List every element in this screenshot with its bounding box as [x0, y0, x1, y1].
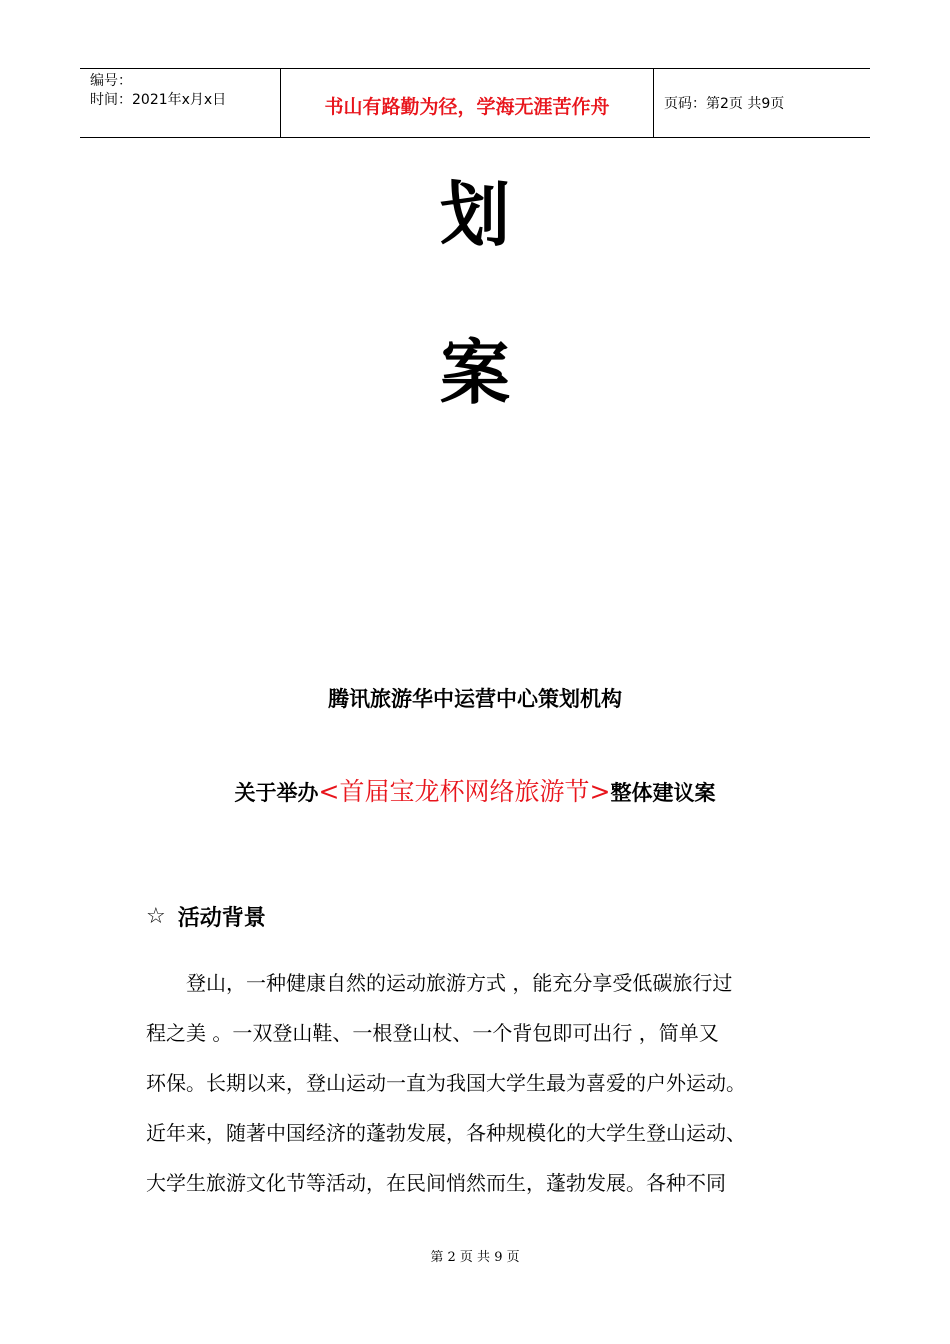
page-number-label: 页码：第2页 共9页	[664, 96, 785, 112]
paragraph-line: 大学生旅游文化节等活动，在民间悄然而生，蓬勃发展。各种不同	[146, 1171, 726, 1195]
document-code-label: 编号：	[90, 73, 132, 89]
section-heading	[146, 901, 266, 932]
paragraph-line: 登山，一种健康自然的运动旅游方式 ，能充分享受低碳旅行过	[146, 971, 733, 995]
background-paragraph	[146, 958, 816, 1208]
organization-line: 腾讯旅游华中运营中心策划机构	[328, 687, 622, 711]
subject-event-name: <首届宝龙杯网络旅游节>	[318, 777, 611, 806]
title-char-1: 划	[440, 174, 510, 256]
paragraph-line: 近年来，随著中国经济的蓬勃发展，各种规模化的大学生登山运动、	[146, 1121, 746, 1145]
star-outline-icon: ☆	[146, 904, 166, 929]
paragraph-line: 程之美 。一双登山鞋、一根登山杖、一个背包即可出行 ，简单又	[146, 1021, 719, 1045]
document-time-label: 时间：2021年x月x日	[90, 92, 227, 108]
paragraph-line: 环保。长期以来，登山运动一直为我国大学生最为喜爱的户外运动。	[146, 1071, 746, 1095]
header-motto-cell	[281, 69, 654, 137]
subject-line	[0, 772, 950, 808]
page-footer: 第 2 页 共 9 页	[430, 1250, 520, 1265]
header-meta-cell	[80, 69, 281, 137]
section-heading-text: 活动背景	[177, 906, 266, 931]
title-char-2: 案	[440, 332, 510, 414]
header-table	[80, 68, 870, 138]
subject-prefix: 关于举办	[234, 781, 319, 805]
subject-suffix: 整体建议案	[610, 781, 716, 805]
header-page-cell	[654, 69, 870, 137]
motto-text: 书山有路勤为径，学海无涯苦作舟	[324, 95, 610, 118]
